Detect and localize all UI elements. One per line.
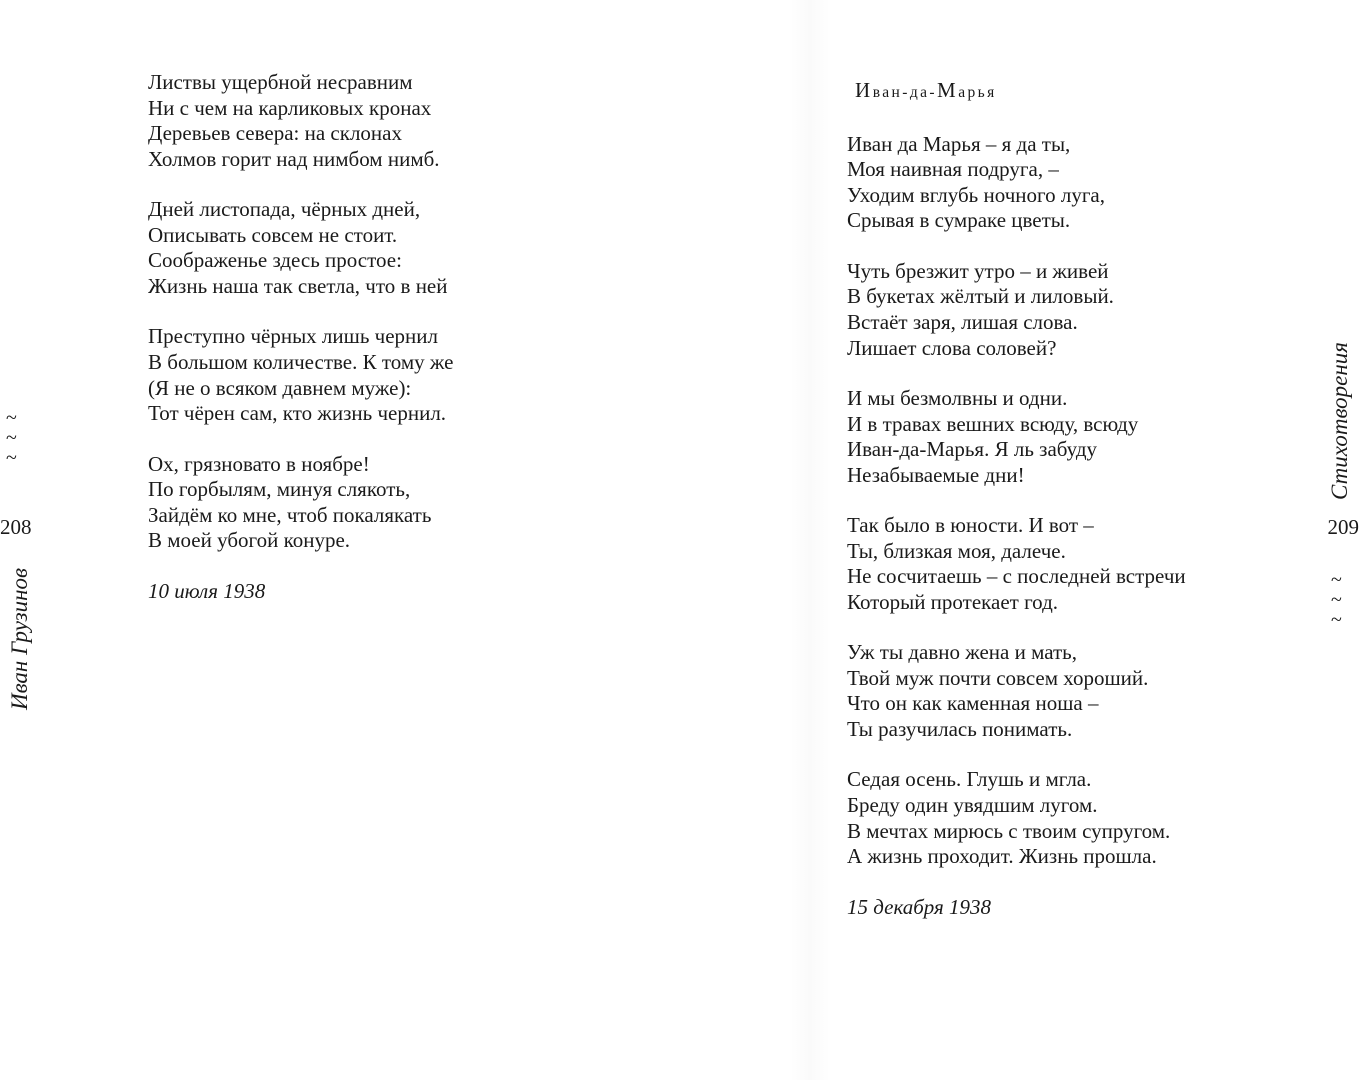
right-poem xyxy=(847,78,1287,920)
stanza xyxy=(148,324,588,426)
poem-line: Который протекает год. xyxy=(847,589,1059,614)
page-gutter-shadow xyxy=(790,0,830,1080)
poem-line: Ты, близкая моя, далече. xyxy=(847,538,1066,563)
left-ornament xyxy=(6,408,17,468)
poem-line: Жизнь наша так светла, что в ней xyxy=(148,273,448,298)
poem-line: Дней листопада, чёрных дней, xyxy=(148,197,421,222)
poem-line: Что он как каменная ноша – xyxy=(847,691,1099,716)
stanza xyxy=(847,132,1287,234)
right-page-number: 209 xyxy=(1327,515,1359,539)
stanza xyxy=(847,259,1287,361)
poem-line: Седая осень. Глушь и мгла. xyxy=(847,767,1092,792)
poem-line: В мечтах мирюсь с твоим супругом. xyxy=(847,818,1171,843)
poem-line: Твой муж почти совсем хороший. xyxy=(847,665,1149,690)
left-poem xyxy=(148,70,588,604)
tilde-ornament: ~ xyxy=(1331,589,1342,611)
poem-line: Тот чёрен сам, кто жизнь чернил. xyxy=(148,401,447,426)
stanza xyxy=(847,767,1287,869)
poem-line: Незабываемые дни! xyxy=(847,462,1025,487)
poem-line: Чуть брезжит утро – и живей xyxy=(847,258,1109,283)
stanza xyxy=(847,386,1287,488)
stanza xyxy=(847,640,1287,742)
poem-line: Моя наивная подруга, – xyxy=(847,157,1059,182)
poem-line: Деревьев севера: на склонах xyxy=(148,121,402,146)
poem-line: Срывая в сумраке цветы. xyxy=(847,208,1071,233)
poem-line: Так было в юности. И вот – xyxy=(847,513,1094,538)
poem-line: В моей убогой конуре. xyxy=(148,528,351,553)
poem-line: Преступно чёрных лишь чернил xyxy=(148,324,438,349)
left-running-head: Иван Грузинов xyxy=(7,568,32,711)
poem-date: 15 декабря 1938 xyxy=(847,894,992,919)
stanza xyxy=(148,70,588,172)
poem-line: По горбылям, минуя слякоть, xyxy=(148,477,411,502)
poem-line: Уходим вглубь ночного луга, xyxy=(847,182,1105,207)
poem-line: И мы безмолвны и одни. xyxy=(847,385,1068,410)
poem-line: Листвы ущербной несравним xyxy=(148,70,413,94)
right-ornament xyxy=(1331,570,1342,630)
tilde-ornament: ~ xyxy=(1331,569,1342,591)
tilde-ornament: ~ xyxy=(1331,609,1342,631)
stanza xyxy=(847,513,1287,615)
stanza xyxy=(148,197,588,299)
tilde-ornament: ~ xyxy=(6,447,17,469)
poem-line: А жизнь проходит. Жизнь прошла. xyxy=(847,844,1157,869)
stanza xyxy=(148,452,588,554)
poem-line: Иван-да-Марья. Я ль забуду xyxy=(847,437,1098,462)
poem-line: Лишает слова соловей? xyxy=(847,335,1057,360)
poem-line: Ни с чем на карликовых кронах xyxy=(148,95,432,120)
poem-line: В большом количестве. К тому же xyxy=(148,349,454,374)
poem-line: Бреду один увядшим лугом. xyxy=(847,793,1098,818)
poem-line: В букетах жёлтый и лиловый. xyxy=(847,284,1114,309)
tilde-ornament: ~ xyxy=(6,427,17,449)
poem-line: Ты разучилась понимать. xyxy=(847,717,1073,742)
poem-line: И в травах вешних всюду, всюду xyxy=(847,411,1139,436)
poem-line: Описывать совсем не стоит. xyxy=(148,222,398,247)
poem-line: Иван да Марья – я да ты, xyxy=(847,131,1071,156)
poem-line: Соображенье здесь простое: xyxy=(148,248,402,273)
poem-line: Ох, грязновато в ноябре! xyxy=(148,451,370,476)
poem-title: Иван-да-Марья xyxy=(855,78,997,102)
tilde-ornament: ~ xyxy=(6,407,17,429)
poem-line: Не сосчитаешь – с последней встречи xyxy=(847,564,1186,589)
poem-line: Уж ты давно жена и мать, xyxy=(847,640,1078,665)
poem-line: Зайдём ко мне, чтоб покалякать xyxy=(148,502,432,527)
right-running-head: Стихотворения xyxy=(1327,342,1352,501)
left-page-number: 208 xyxy=(0,515,32,539)
poem-line: Встаёт заря, лишая слова. xyxy=(847,309,1078,334)
poem-date: 10 июля 1938 xyxy=(148,578,266,603)
poem-line: (Я не о всяком давнем муже): xyxy=(148,375,412,400)
poem-line: Холмов горит над нимбом нимб. xyxy=(148,146,440,171)
